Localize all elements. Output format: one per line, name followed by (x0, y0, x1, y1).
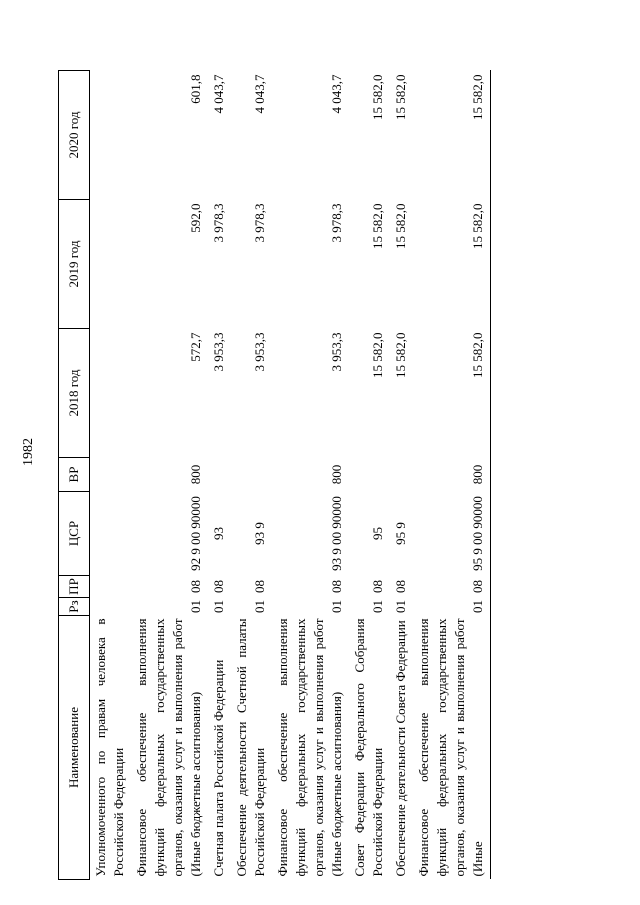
row-pr: 08 (393, 580, 408, 593)
row-rz: 01 (393, 600, 408, 613)
row-vr (90, 458, 132, 492)
row-2019 (90, 200, 132, 329)
row-2018 (90, 329, 132, 458)
row-2019: 15 582,0 (393, 203, 408, 249)
row-2020: 15 582,0 (370, 74, 385, 120)
header-rz: Рз (59, 598, 90, 616)
row-vr (390, 458, 413, 492)
header-2020: 2020 год (59, 71, 90, 200)
row-name: Обеспечение деятельности Совета Федерации (393, 620, 408, 877)
budget-table-sheet (58, 70, 598, 880)
row-name: Счетная палата Российской Федерации (211, 659, 226, 877)
table-row (90, 71, 132, 880)
table-row (208, 71, 231, 880)
table-row (413, 71, 491, 880)
row-2019: 3 978,3 (252, 203, 267, 243)
table-row (349, 71, 390, 880)
row-name: Финансовое обеспечение выполнения функций федеральных государственных органов, оказания услуг и выполнения работ (Иные бюджетные ассигнования) (134, 618, 203, 877)
row-vr: 800 (413, 458, 491, 492)
row-rz: 01 (252, 600, 267, 613)
row-vr: 800 (329, 464, 344, 485)
row-2020: 15 582,0 (393, 74, 408, 120)
row-2020: 15 582,0 (413, 71, 491, 200)
table-row (272, 71, 349, 880)
row-pr: 08 (211, 580, 226, 593)
header-vr: ВР (59, 458, 90, 492)
row-2018: 3 953,3 (252, 332, 267, 372)
row-2019: 3 978,3 (329, 203, 344, 243)
row-pr: 08 (370, 580, 385, 593)
row-2018: 3 953,3 (211, 332, 226, 372)
row-csr: 93 9 (252, 522, 267, 545)
row-rz: 01 (188, 600, 203, 613)
header-csr: ЦСР (59, 492, 90, 576)
row-name: Финансовое обеспечение выполнения функций федеральных государственных органов, оказания услуг и выполнения работ (Иные бюджетные ассигнования) (275, 618, 344, 877)
row-name: Совет Федерации Федерального Собрания Российской Федерации (352, 618, 385, 877)
row-pr: 08 (188, 580, 203, 593)
row-2018: 15 582,0 (370, 332, 385, 378)
row-vr (208, 458, 231, 492)
row-2018: 3 953,3 (329, 332, 344, 372)
budget-table (58, 70, 491, 880)
row-2019: 3 978,3 (211, 203, 226, 243)
row-2018: 572,7 (188, 332, 203, 362)
row-2020: 4 043,7 (329, 74, 344, 114)
row-rz: 01 (329, 600, 344, 613)
row-csr: 93 (211, 527, 226, 540)
row-csr: 92 9 00 90000 (188, 496, 203, 571)
row-name: Финансовое обеспечение выполнения функций федеральных государственных органов, оказания услуг и выполнения работ (Иные (413, 616, 491, 880)
row-2018: 15 582,0 (393, 332, 408, 378)
row-2020: 4 043,7 (252, 74, 267, 114)
row-pr (90, 576, 132, 598)
table-row (131, 71, 208, 880)
row-rz: 01 (413, 598, 491, 616)
row-vr (231, 458, 272, 492)
table-header-row (59, 71, 90, 880)
row-csr: 95 9 00 90000 (413, 492, 491, 576)
header-2018: 2018 год (59, 329, 90, 458)
page-number (20, 436, 38, 468)
row-name: Обеспечение деятельности Счетной палаты Российской Федерации (234, 618, 267, 877)
row-pr: 08 (329, 580, 344, 593)
row-pr: 08 (413, 576, 491, 598)
row-2018: 15 582,0 (413, 329, 491, 458)
header-pr: ПР (59, 576, 90, 598)
row-rz: 01 (370, 600, 385, 613)
row-csr: 93 9 00 90000 (329, 496, 344, 571)
row-name: Уполномоченного по правам человека в Российской Федерации (93, 618, 126, 877)
row-pr: 08 (252, 580, 267, 593)
table-row (390, 71, 413, 880)
row-2020: 4 043,7 (211, 74, 226, 114)
row-csr: 95 9 (393, 522, 408, 545)
row-rz: 01 (211, 600, 226, 613)
row-2019: 15 582,0 (413, 200, 491, 329)
row-2020 (90, 71, 132, 200)
page-number-text: 1982 (21, 438, 36, 466)
row-2020: 601,8 (188, 74, 203, 104)
table-row (231, 71, 272, 880)
header-name: Наименование (59, 616, 90, 880)
row-2019: 592,0 (188, 203, 203, 233)
row-csr: 95 (370, 527, 385, 540)
row-vr: 800 (188, 464, 203, 485)
header-2019: 2019 год (59, 200, 90, 329)
row-2019: 15 582,0 (370, 203, 385, 249)
row-vr (349, 458, 390, 492)
row-rz (90, 598, 132, 616)
row-csr (90, 492, 132, 576)
